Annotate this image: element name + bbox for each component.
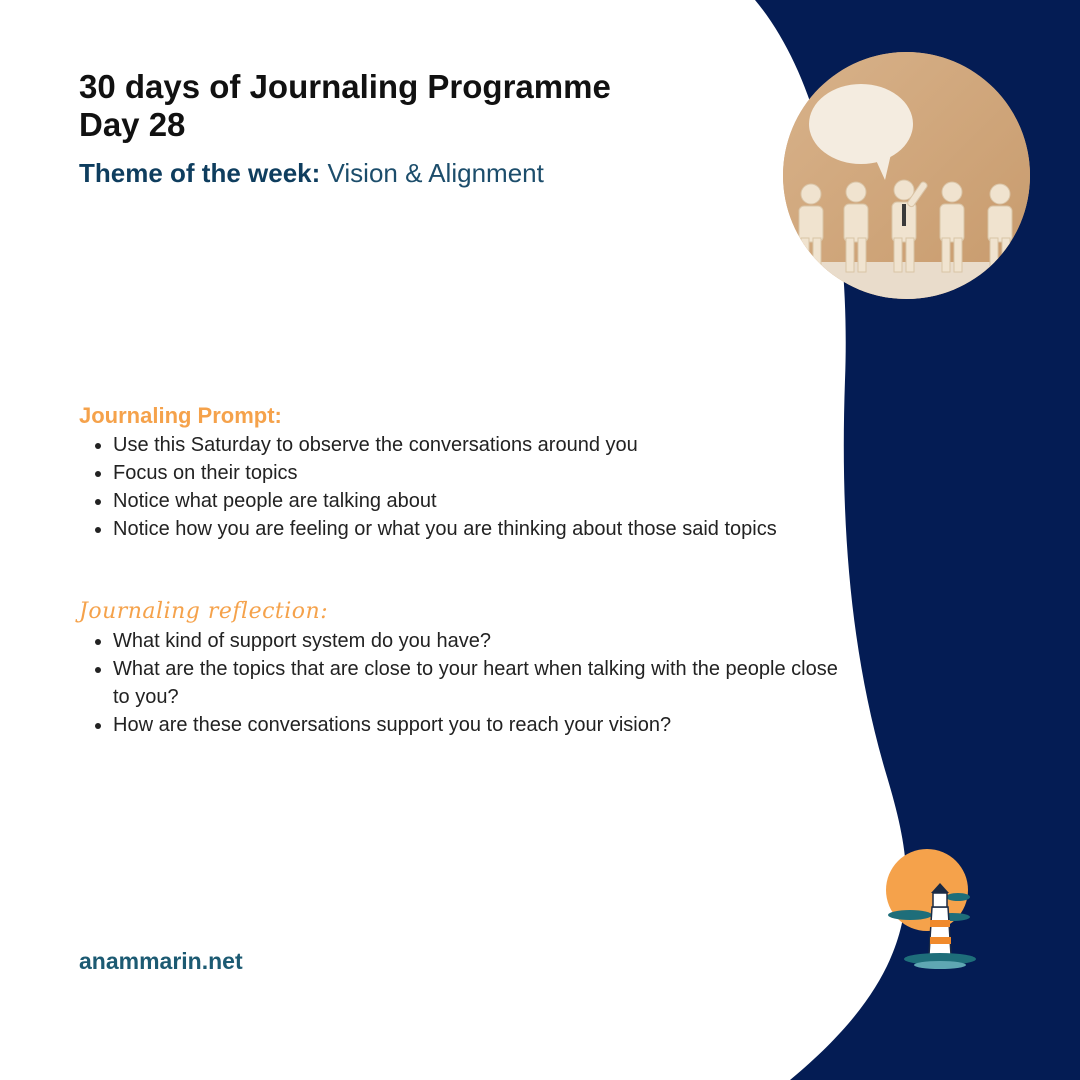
title-line-2: Day 28 (79, 106, 186, 143)
page-title (79, 68, 611, 144)
prompt-item: • Use this Saturday to observe the conversations around you (113, 431, 853, 459)
reflection-item: • How are these conversations support you to reach your vision? (113, 711, 853, 739)
theme-label: Theme of the week: (79, 158, 321, 188)
reflection-item: • What kind of support system do you have? (113, 627, 853, 655)
reflection-item: • What are the topics that are close to your heart when talking with the people close to you? (113, 655, 853, 711)
lighthouse-sun-logo-icon (880, 845, 976, 975)
theme-of-week (79, 158, 544, 189)
reflection-title: Journaling reflection: (79, 599, 329, 624)
prompt-list (79, 431, 853, 543)
website-link[interactable]: anammarin.net (79, 948, 243, 974)
reflection-list (79, 627, 853, 739)
prompt-title: Journaling Prompt: (79, 403, 282, 428)
title-line-1: 30 days of Journaling Programme (79, 68, 611, 105)
prompt-item: • Focus on their topics (113, 459, 853, 487)
prompt-item: • Notice what people are talking about (113, 487, 853, 515)
theme-value: Vision & Alignment (327, 158, 544, 188)
prompt-item: • Notice how you are feeling or what you are thinking about those said topics (113, 515, 853, 543)
speech-bubble-people-photo (783, 52, 1030, 299)
